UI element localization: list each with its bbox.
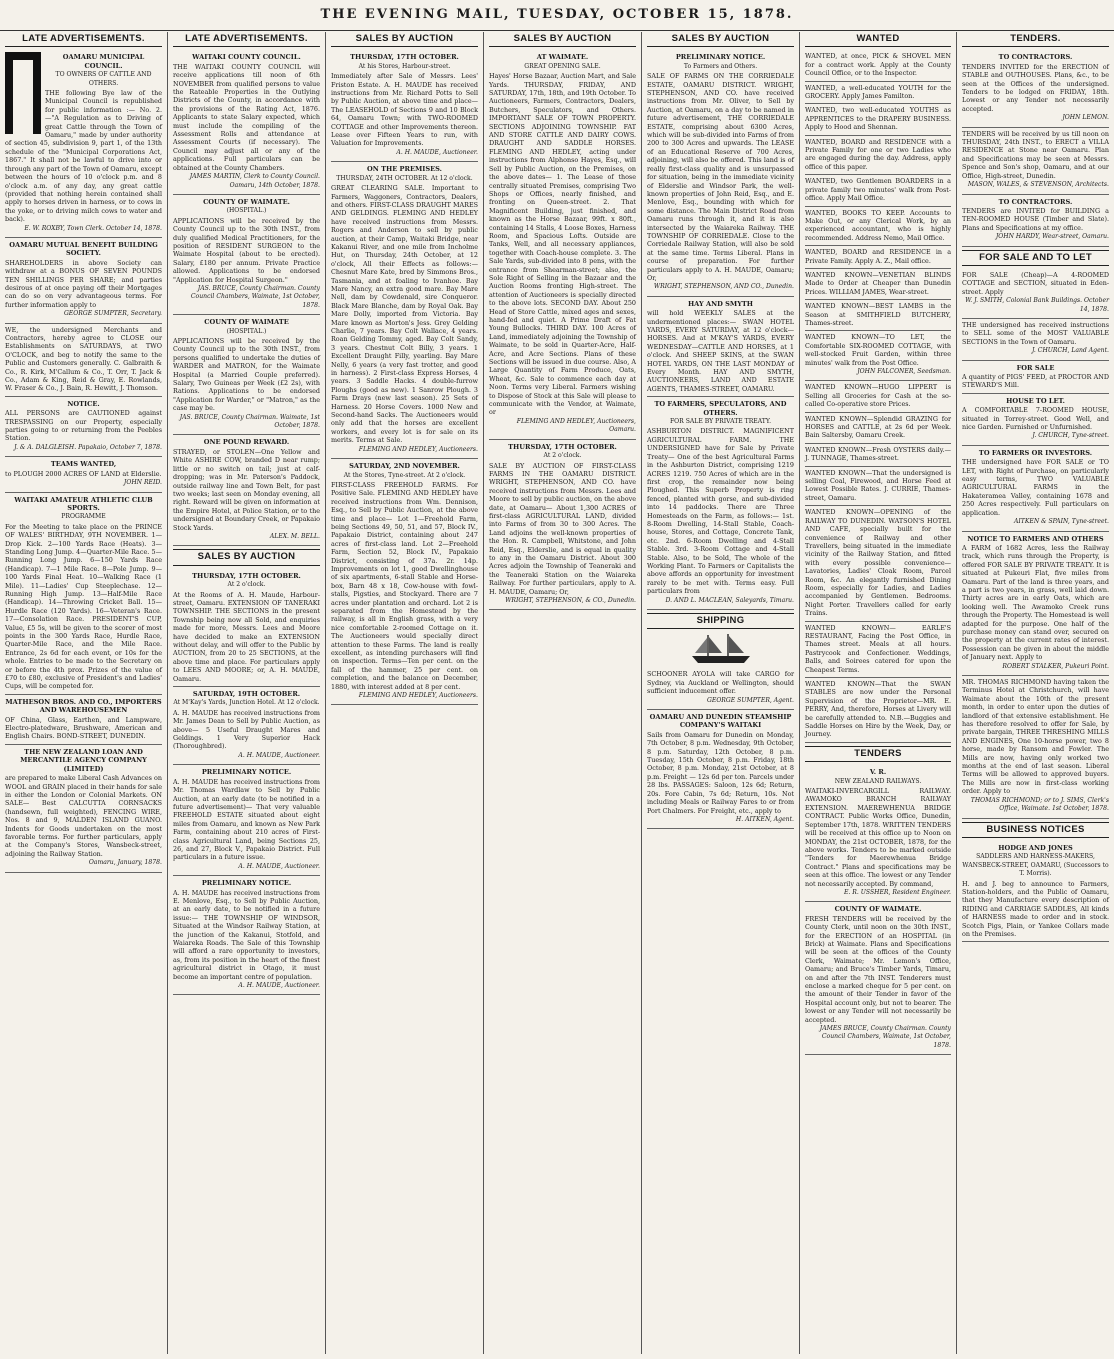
ad-signature: JAMES BRUCE, County Chairman. County Council Chambers, Waimate, 1st October, 1878. [819, 1025, 951, 1049]
ad-title: HODGE AND JONES [998, 843, 1073, 852]
ad-body: At the Rooms of A. H. Maude, Harbour-street, Oamaru. EXTENSION OF TANERAKI TOWNSHIP. THE SECTIONS in the present Township being now all Sold, and enquiries made for more, Messrs. Lees and Moore have decided to make an EXTENSION without delay, and will offer to the Public by AUCTION, from 20 to 25 SECTIONS, at the above time and place. For particulars apply to LEES AND MOORE; or, A. H. MAUDE, Oamaru. [173, 590, 320, 683]
ad-subtitle: At the Stores, Tyne-street. At 2 o'clock. [343, 471, 466, 479]
advertisement [805, 50, 951, 81]
advertisement [805, 467, 951, 507]
column-5 [642, 32, 800, 1354]
ad-subtitle: At 2 o'clock. [543, 452, 582, 460]
ad-signature: JAS. BRUCE, County Chairman. Waimate, 1st October, 1878. [179, 413, 320, 430]
ad-signature: D. AND L. MACLEAN, Saleyards, Timaru. [665, 596, 794, 604]
advertisement [962, 319, 1109, 361]
column-6 [800, 32, 957, 1354]
column-1 [0, 32, 168, 1354]
ad-signature: JOHN FALCONER, Seedsman. [857, 368, 951, 375]
column-4 [484, 32, 642, 1354]
advertisement [805, 381, 951, 412]
ad-body: FRESH TENDERS will be received by the County Clerk, until noon on the 30th INST., for the ERECTION of an HOSPITAL (in Brick) at Waimate. Plans and Specifications will be seen at the offices of the County Clerk, Waimate; Mr. Lemon's Office, Oamaru; and Bruce's Timber Yards, Timaru, on and after the 7th INST. Tenderers must enclose a marked cheque for 5 per cent. on the amount of their Tender in favor of the Hospital account only, but not to bearer. The lowest or any Tender will not necessarily be accepted. [805, 914, 951, 1024]
ad-body: THE undersigned has received instructions to SELL some of the MOST VALUABLE SECTIONS in the Town of Oamaru. [962, 320, 1109, 346]
advertisement [647, 297, 794, 397]
ad-signature: A. H. MAUDE, Auctioneer. [238, 751, 320, 759]
advertisement [962, 128, 1109, 195]
column-heading: TENDERS. [962, 32, 1109, 47]
ad-signature: Oamaru, January, 1878. [88, 859, 162, 867]
ad-signature: FLEMING AND HEDLEY, Auctioneers. [358, 445, 478, 453]
advertisement [962, 676, 1109, 819]
ad-title: NOTICE TO FARMERS AND OTHERS [967, 534, 1104, 543]
ad-body: Sails from Oamaru for Dunedin on Monday, 7th October, 8 p.m. Wednesday, 9th October, 8 p.m. Saturday, 12th October, 8 p.m. Tuesday, 15th October, 8 p.m. Friday, 18th October, 8 p.m. Monday, 21st October, at 8 p.m. Freight — 12s 6d per ton. Parcels under 28 lbs. PASSAGES: Saloon, 12s 6d; Return, 20s. Fore Cabin, 7s 6d; Return, 10s. Not including Meals or Railway Fares to or from Port Chalmers. For Freight, etc., apply to [647, 730, 794, 815]
ad-body: A FARM of 1682 Acres, less the Railway track, which runs through the Property, is offered FOR SALE BY PRIVATE TREATY. It is situated at Pukeuri Flat, five miles from Oamaru. Part of the land is three years, and a part is two years, in grass, well laid down. Thirty acres are in early Oats, which are looking well. The Awamoko Creek runs through the Property. The Homestead is well adapted for the purpose. One half of the purchase money can stand over, secured on the property at the current rates of interest. Possession can be given in about the middle of January next. Apply to [962, 543, 1109, 662]
ad-body: A COMFORTABLE 7-ROOMED HOUSE, situated in Torrey-street. Good Well, and nice Garden. Furnished or Unfurnished. [962, 406, 1109, 432]
ad-subtitle: FOR SALE BY PRIVATE TREATY. [669, 418, 772, 426]
ad-body: TENDERS are INVITED for BUILDING a TEN-ROOMED HOUSE (Timber and Slate). Plans and Specifications at my office. [962, 206, 1109, 232]
ad-body: WANTED, a well-educated YOUTH for the GROCERY. Apply James Familton. [805, 83, 951, 101]
ad-title: FOR SALE [1016, 363, 1055, 372]
ad-subtitle: At M'Kay's Yards, Junction Hotel. At 12 o'clock. [173, 699, 320, 707]
advertisement [962, 195, 1109, 247]
ad-body: are prepared to make Liberal Cash Advances on WOOL and GRAIN placed in their hands for sale in either the London or Colonial Markets. ON SALE— Best CALCUTTA CORNSACKS (handsewn, full weighted), FENCING WIRE, Nos. 8 and 9, MALDEN ISLAND GUANO. Indents for Goods undertaken on the most favorable terms. For further particulars, apply at the Company's Stores, Wansbeck-street, adjoining the Railway Station. [5, 774, 162, 858]
ad-title: HOUSE TO LET. [1006, 396, 1065, 405]
ad-signature: FLEMING AND HEDLEY, Auctioneers. [358, 692, 478, 700]
ad-body: FIRST-CLASS FREEHOLD FARMS. For Positive Sale. FLEMING AND HEDLEY have received instructions from Wm. Dennison, Esq., to Sell by Public Auction, at the above time and place— Lot 1—Freehold Farm, being Sections 49, 50, 51, and 57, Block IV., Papakaio District, containing about 247 acres of first-class land. Lot 2—Freehold Farm, Section 52, Block IV., Papakaio District, consisting of 37a. 2r. 14p. Improvements on lot 1, good Dwellinghouse of six apartments, 6-stall Stable and Horse-box, Barn 48 x 18, Cow-house with fowl-stalls, Pigsties, and Stockyard. There are 7 acres under plantation and orchard. Lot 2 is separated from the Homestead by the railway, is all in English grass, with a very nice comfortable 2-roomed Cottage on it. The Auctioneers would specially direct attention to these Farms. The land is really excellent, as intending purchasers will find on inspection. Terms—Ten per cent. on the fall of the hammer, 25 per cent. on completion, and the balance on December, 1880, with interest added at 8 per cent. [331, 480, 478, 691]
advertisement [173, 569, 320, 687]
ad-body: WANTED KNOWN—Splendid GRAZING for HORSES and CATTLE, at 2s 6d per Week. Bain Saltersby, Oamaru Creek. [805, 414, 951, 440]
ad-body: OF China, Glass, Earthen, and Lampware, Electro-platedware, Brushware, American and English Chairs. BOND-STREET, DUNEDIN. [5, 715, 162, 741]
ad-subtitle: PROGRAMME [61, 513, 106, 521]
advertisement [647, 710, 794, 829]
ad-body: A quantity of PIGS' FEED, at PROCTOR AND STEWARD'S Mill. [962, 373, 1109, 390]
ornamental-t-icon [5, 52, 41, 134]
ad-title: TO CONTRACTORS. [998, 197, 1073, 206]
ad-body: FOR SALE (Cheap)—A 4-ROOMED COTTAGE and SECTION, situated in Eden-street. Apply [962, 270, 1109, 296]
ad-signature: W. J. SMITH, Colonial Bank Buildings. October 14, 1878. [965, 297, 1109, 313]
ad-body: Immediately after Sale of Messrs. Lees' Friston Estate. A. H. MAUDE has received instructions from Mr. Richard Potts to Sell by Public Auction, at above time and place— The LEASEHOLD of Sections 9 and 10 Block 64, Oamaru Town; with TWO-ROOMED COTTAGE and other Improvements thereon. Lease over Fifteen Years to run, with Valuation for Improvements. [331, 72, 478, 148]
ad-title: HAY AND SMYTH [687, 299, 754, 308]
ad-body: WANTED KNOWN—TO LET, the Comfortable SIX-ROOMED COTTAGE, with well-stocked Fruit Garden, within three minutes' walk from the Post Office. [805, 333, 951, 367]
ad-body: APPLICATIONS will be received by the County Council up to the 30th INST., from persons qualified to undertake the duties of WARDER and MATRON, for the Waimate Hospital (a Married Couple preferred). Salary, Two Guineas per Week (£2 2s), with Rations. Applications to be endorsed "Application for Warder," or "Matron," as the case may be. [173, 337, 320, 413]
masthead: THE EVENING MAIL, TUESDAY, OCTOBER 15, 1878. [0, 0, 1114, 31]
ad-body: SHAREHOLDERS in above Society can withdraw at a BONUS OF SEVEN POUNDS TEN SHILLINGS PER SHARE; and parties desirous of at once paying off their Mortgages can do so on very advantageous terms. For further information apply to [5, 258, 162, 309]
ad-signature: JAS. BRUCE, County Chairman. County Council Chambers, Waimate, 1st October, 1878. [190, 284, 320, 309]
ad-subtitle: At his Stores, Harbour-street. [358, 62, 451, 70]
ad-body: TENDERS INVITED for the ERECTION of STABLE and OUTHOUSES. Plans, &c., to be seen at the Offices of the undersigned. Tenders to be lodged on FRIDAY, 18th. Lowest or any Tender not necessarily accepted. [962, 62, 1109, 113]
advertisement [331, 459, 478, 705]
ad-title: PRELIMINARY NOTICE. [201, 768, 292, 777]
ad-signature: JAMES MARTIN, Clerk to County Council. Oamaru, 14th October, 1878. [189, 173, 320, 189]
column-heading: LATE ADVERTISEMENTS. [173, 32, 320, 47]
ad-subtitle: To Farmers and Others. [683, 62, 758, 70]
ad-title: SATURDAY, 19TH OCTOBER. [192, 690, 301, 699]
ad-body: will hold WEEKLY SALES at the undermentioned places:— SWAN HOTEL YARDS, EVERY SATURDAY, at 12 o'clock— HORSES. And at M'KAY'S YARDS, EVERY WEDNESDAY—CATTLE AND HORSES, at 1 o'clock. And SHEEP SKINS, at the SWAN HOTEL YARDS, ON THE LAST MONDAY of Every Month. HAY AND SMYTH, AUCTIONEERS, LAND AND ESTATE AGENTS, THAMES-STREET, OAMARU. [647, 309, 794, 393]
advertisement [331, 50, 478, 162]
ad-signature: JOHN LEMON. [1062, 114, 1109, 122]
advertisement [805, 506, 951, 621]
ad-body: WANTED, two well-educated YOUTHS as APPRENTICES to the DRAPERY BUSINESS. Apply to Hood and Shennan. [805, 106, 951, 132]
advertisement [173, 687, 320, 765]
ad-title: OAMARU MUNICIPAL COUNCIL. [62, 53, 145, 70]
ad-subtitle: (HOSPITAL.) [226, 207, 267, 215]
ad-body: to PLOUGH 2000 ACRES OF LAND at Elderslie. [5, 469, 162, 478]
advertisement [805, 444, 951, 467]
column-heading: LATE ADVERTISEMENTS. [5, 32, 162, 47]
ad-body: SCHOONER AYOLA will take CARGO for Sydney, via Auckland or Wellington, should sufficient inducement offer. [647, 670, 794, 696]
ad-body: ALL PERSONS are CAUTIONED against TRESPASSING on our Property, especially parties going to or returning from the Peebles Station. [5, 409, 162, 443]
ad-subtitle: THURSDAY, 24TH OCTOBER. At 12 o'clock. [336, 174, 473, 182]
ad-title: THE NEW ZEALAND LOAN AND MERCANTILE AGENCY COMPANY (LIMITED) [20, 747, 147, 773]
ad-title: ONE POUND REWARD. [203, 438, 290, 447]
ad-subtitle: SADDLERS AND HARNESS-MAKERS, WANSBECK-STREET, OAMARU, (Successors to T. Morris). [962, 853, 1109, 878]
advertisement [173, 876, 320, 995]
ad-body: A. H. MAUDE has received instructions from Mr. Thomas Wardlaw to Sell by Public Auction, at an early date (to be notified in a future advertisement)— That very valuable FREEHOLD ESTATE situated about eight miles from Oamaru, and known as New Park Farm, containing about 210 acres of First-class Agricultural Land, being Sections 25, 26, and 27, Block V., Papakaio District. Full particulars in a future issue. [173, 777, 320, 862]
ad-body: SALE BY AUCTION OF FIRST-CLASS FARMS IN THE OAMARU DISTRICT. WRIGHT, STEPHENSON, AND CO. have received instructions from Messrs. Lees and Moore to sell by public auction, on the above date, at Oamaru— About 1,300 ACRES of first-class AGRICULTURAL LAND, divided into Farms of from 30 to 300 Acres. The Land adjoins the well-known properties of the Hon. R. Campbell, Whitstone, and John Reid, Esq., Elderslie, and is equal in quality to any in the Oamaru District. About 300 Acres adjoin the Township of Teaneraki and the Teaneraki Station on the Waiareka Railway. For further particulars, apply to A. H. MAUDE, Oamaru; Or, [489, 461, 636, 596]
ad-signature: A. H. MAUDE, Auctioneer. [238, 862, 320, 870]
ad-body: THE following Bye law of the Municipal Council is republished for public information :— No. 2.—"A Regulation as to Driving of great Cattle through the Town of Oamaru," made by under authority of section 45, subdivision 9, part 1, of the 13th schedule of the "Municipal Corporations Act, 1867." It shall not be lawful to drive into or through any part of the Town of Oamaru, except between the hours of 10 o'clock p.m. and 8 o'clock a.m. of any day, any great cattle (provided that nothing herein contained shall apply to horses driven in harness, or to cows in the yoke, or to driving milch cows to water and back). [5, 89, 162, 224]
ad-signature: WRIGHT, STEPHENSON, & CO., Dunedin. [505, 597, 636, 604]
ad-signature: MASON, WALES, & STEVENSON, Architects. [967, 181, 1109, 189]
advertisement [962, 841, 1109, 942]
advertisement [647, 668, 794, 710]
ad-title: ON THE PREMISES. [367, 165, 442, 174]
advertisement [5, 695, 162, 745]
ad-body: WANTED KNOWN—HUGO LIPPERT is Selling all Groceries for Cash at the so-called Co-operative store Prices. [805, 383, 951, 409]
section-heading: TENDERS [805, 746, 951, 762]
advertisement [805, 902, 951, 1055]
column-heading: WANTED [805, 32, 951, 47]
ad-body: GREAT CLEARING SALE. Important to Farmers, Waggoners, Contractors, Dealers, and others. FIRST-CLASS DRAUGHT MARES AND GELDINGS. FLEMING AND HEDLEY have received instructions from Messrs. Rogers and Anderson to sell by public auction, at their Camp, Waitaki Bridge, near Kakanui River, and one mile from Incholme Hut, on Thursday, 24th October, at 12 o'clock, All their Effects as follows:— Chesnut Mare Kate, bred by Simmons Bros., Tasmania, and at foaling to Ivanhoe. Bay Mare Nancy, an extra good mare. Bay Mare Nell, dam by Cowdenald, sire Conqueror. Black Mare Blanche, dam by Royal Oak. Bay Mare Dolly, imported from Victoria. Bay Mare known as Morton's Jess. Grey Gelding Charlie, 7 years. Bay Colt Wallace, 4 years. Roan Gelding Tommy, aged. Bay Colt Sandy, 3 years. Chestnut Colt Billy, 3 years. 1 Excellent Draught Filly, yearling. Bay Mare Nelly, 6 years (a very fast trotter, and good in harness). 2 First-class Express Horses, 4 years. 3 Saddle Hacks. 4 double-furrow Ploughs (good as new). 1 Sanrow Plough. 3 Farm Drays (new last season). 25 Sets of Harness. 20 Horse Covers. 1000 New and Second-hand Sacks. The Auctioneers would only add that the horses are excellent workers, and every lot is for sale on its merits. Terms at Sale. [331, 184, 478, 445]
column-7 [957, 32, 1114, 1354]
advertisement [489, 50, 636, 439]
newspaper-page [0, 32, 1114, 1359]
ad-title: SATURDAY, 2ND NOVEMBER. [349, 462, 460, 471]
ad-body: WANTED KNOWN—BEST LAMBS in the Season at SMITHFIELD BUTCHERY, Thames-street. [805, 302, 951, 327]
advertisement [805, 413, 951, 444]
section-heading: FOR SALE AND TO LET [962, 250, 1109, 266]
ad-title: THURSDAY, 17TH OCTOBER. [350, 53, 459, 62]
ad-body: For the Meeting to take place on the PRINCE OF WALES' BIRTHDAY, 9TH NOVEMBER. 1—Drop Kick. 2—100 Yards Race (Heats). 3—Standing Long Jump. 4—Quarter-Mile Race. 5—Running Long Jump. 6—150 Yards Race (Handicap). 7—1 Mile Race. 8—Pole Jump. 9—100 Yards Final Heat. 10—Walking Race (1 Mile). 11—Ladies' Cup Steeplechase. 12—Running High Jump. 13—Half-Mile Race (Handicap). 14—Throwing Cricket Ball. 15—Hurdle Race (120 Yards). 16—Veteran's Race. 17—Consolation Race. PRESIDENT'S CUP, Value, £5 5s, will be given to the scorer of most points in the 300 Yards Race, Hurdle Race, Quarter-Mile Race, and the Mile Race. Entrance, 2s 6d for each event, or 10s for the whole. Entries to be made to the Secretary on or before the 4th prox. Prizes of the value of £70 to £80, exclusive of President's and Ladies' Cups, will be competed for. [5, 522, 162, 691]
ad-title: NOTICE. [67, 399, 100, 408]
advertisement [962, 394, 1109, 446]
ad-title: AT WAIMATE. [536, 53, 589, 62]
ad-title: TO CONTRACTORS. [998, 53, 1073, 62]
ad-title: WAITAKI AMATEUR ATHLETIC CLUB SPORTS. [14, 495, 153, 512]
ad-title: MATHESON BROS. AND CO., IMPORTERS AND WAREHOUSEMEN [5, 697, 162, 715]
ad-title: PRELIMINARY NOTICE. [201, 879, 292, 888]
ad-signature: H. AITKEN, Agent. [735, 815, 794, 823]
advertisement [173, 315, 320, 435]
advertisement [5, 745, 162, 873]
ad-subtitle: (HOSPITAL.) [226, 327, 267, 335]
advertisement [5, 397, 162, 457]
ad-body: A. H. MAUDE has received instructions from E. Menlove, Esq., to Sell by Public Auction, at an early date, to be notified in a future issue:— THE TOWNSHIP OF WINDSOR, Situated at the Windsor Railway Station, at the junction of the Kakanui, Stotfold, and Waiareka Roads. The Sale of this Township will afford a rare opportunity to investors, as, from its position in the heart of the finest agricultural district in Otago, it must become an important centre of population. [173, 888, 320, 981]
ad-body: TENDERS will be received by us till noon on THURSDAY, 24th INST., to ERECT a VILLA RESIDENCE at Stone near Oamaru. Plan and Specifications may be seen at Messrs. Spence and Son's shop, Oamaru, and at our Office, High-street, Dunedin. [962, 129, 1109, 180]
advertisement [173, 435, 320, 546]
ad-title: TEAMS WANTED, [50, 460, 117, 469]
section-heading: SHIPPING [647, 613, 794, 629]
ad-body: H. and J. beg to announce to Farmers, Station-holders, and the Public of Oamaru, that they Manufacture every description of RIDING and CARRIAGE SADDLES, All kinds of HARNESS made to order and in stock. Scotch Pigs, Plain, or Yankee Collars made on the Premises. [962, 879, 1109, 938]
ad-body: WE, the undersigned Merchants and Contractors, hereby agree to CLOSE our Establishments on SATURDAYS, at TWO O'CLOCK, and beg to notify the same to the Public and Customers generally. C. Galbraith & Co., R. Kirk, M'Callum & Co., T. Orr, T. Jack & Co., Adam & King, Reid & Gray, E. Rowlands, W. Fraser & Co., J. Bain, R. Hewitt, J. Thomson. [5, 325, 162, 393]
ad-signature: J. CHURCH, Tyne-street. [1032, 432, 1109, 440]
advertisement [5, 457, 162, 492]
ad-body: WANTED, BOOKS TO KEEP. Accounts to Make Out, or any Clerical Work, by an experienced accountant, who is highly recommended. Address Nemo, Mail Office. [805, 208, 951, 242]
ad-body: ASHBURTON DISTRICT. MAGNIFICENT AGRICULTURAL FARM. THE UNDERSIGNED have for Sale by Private Treaty— One of the best Agricultural Farms in the Ashburton District, comprising 1219 ACRES 1219. 750 Acres of which are in the first crop, the remainder now being Ploughed. This Superb Property is ring fenced, planted with gorse, and sub-divided into 14 paddocks. There are Three Homesteads on the Farm, as follows:— 1st. 8-Room Dwelling, 14-Stall Stable, Coach-house, Stores, and Cottage, Concrete Tank, etc. 2nd. 6-Room Dwelling and 4-Stall Stable. 3rd. 3-Room Cottage and 4-Stall Stable. Also, to be Sold, The whole of the Working Plant. To Farmers or Capitalists the above affords an opportunity for investment rarely to be met with. Terms easy. Full particulars from [647, 427, 794, 596]
advertisement [173, 765, 320, 876]
ad-body: STRAYED, or STOLEN—One Yellow and White ASHIRE COW, branded D near rump; little or no switch on tail; just at calf-dropping; was in Mr. Paterson's Paddock, outside railway line and Town Belt, for past two weeks; last seen on Monday evening, all right. Reward will be given on information at the Empire Hotel, at Police Station, or to the undersigned at Boundary Creek, or Papakaio Stock Yards. [173, 447, 320, 532]
ad-body: WANTED KNOWN— EARLE'S RESTAURANT, Facing the Post Office, in Thames street. Meals at all hours. Pastrycook and Confectioner. Weddings, Balls, and Soirees catered for upon the Cheapest Terms. [805, 623, 951, 674]
ad-subtitle: NEW ZEALAND RAILWAYS. [834, 777, 922, 785]
ad-title: THURSDAY, 17TH OCTOBER. [508, 442, 617, 451]
ad-title: TO FARMERS OR INVESTORS. [978, 448, 1093, 457]
ad-body: APPLICATIONS will be received by the County Council up to the 30th INST., from duly qualified Medical Practitioners, for the position of RESIDENT SURGEON to the Waimate Hospital (about to be erected). Salary, £180 per annum. Private Practice allowed. Applications to be endorsed "Application for Hospital Surgeon." [173, 216, 320, 284]
section-heading: BUSINESS NOTICES [962, 822, 1109, 838]
advertisement [5, 493, 162, 695]
advertisement [805, 300, 951, 331]
advertisement [805, 269, 951, 300]
advertisement [5, 238, 162, 324]
advertisement [805, 765, 951, 902]
column-heading: SALES BY AUCTION [647, 32, 794, 47]
ad-signature: JOHN REID. [123, 479, 162, 487]
advertisement [805, 246, 951, 269]
advertisement [962, 50, 1109, 127]
advertisement [805, 104, 951, 135]
ad-title: COUNTY OF WAIMATE. [834, 905, 922, 914]
ad-signature: THOMAS RICHMOND; or to J. SIMS, Clerk's Office, Waimate. 1st October, 1878. [970, 796, 1109, 813]
ad-signature: GEORGE SUMPTER, Agent. [707, 696, 794, 704]
ad-body: Hayes' Horse Bazaar, Auction Mart, and Sale Yards. THURSDAY, FRIDAY, AND SATURDAY, 17th, 18th, and 19th October. To Auctioneers, Farmers, Contractors, Dealers, Butchers, Speculators, and Others. IMPORTANT SALE OF TOWN PROPERTY. SECTIONS ADJOINING TOWNSHIP. FAT AND STORE CATTLE AND DAIRY COWS. DRAUGHT AND SADDLE HORSES. FLEMING AND HEDLEY, acting under instructions from Alphonso Hayes, Esq., will Sell by Public Auction, on the Premises, on the above dates— 1. The Lease of those centrally situated Premises, comprising Two Shops or Offices, nearly finished, and fronting on Queen-street. 2. That Magnificent Building, just finished, and known as the Horse Bazaar, 99ft. x 80ft., containing 14 Stalls, 4 Loose Boxes, Harness Room, and Spacious Lofts. Outside are Tanks, Well, and all necessary appliances, together with Coach-house complete. 3. The Sale Yards, sub-divided into 8 pens, with the entrance from Shearman-street; also, the Sole Right of Selling in the Bazaar and the Auction Rooms fronting High-street. The attention of Auctioneers is specially directed to the above lots. SECOND DAY. About 250 Head of Store Cattle, mixed ages and sexes, hand-fed and quiet. A Prime Draft of Fat Young Bullocks. THIRD DAY. 100 Acres of Land, immediately adjoining the Township of Waimate, to be sold in Quarter-Acre, Half-Acre, and Acre Sections. Plans of these Sections will be issued in due course. Also, A Large Quantity of Farm Produce, Oats, Wheat, &c. Sale to commence each day at Noon. Terms very Liberal. Farmers wishing to Dispose of Stock at this Sale will please to communicate with the Vendor, at Waimate, or [489, 72, 636, 417]
advertisement [805, 136, 951, 176]
advertisement [173, 195, 320, 315]
ad-signature: ALEX. M. BELL. [269, 532, 320, 540]
ad-title: PRELIMINARY NOTICE. [675, 53, 766, 62]
ad-signature: A. H. MAUDE, Auctioneer. [396, 148, 478, 156]
ad-signature: E. W. ROXBY, Town Clerk. October 14, 1878. [24, 224, 162, 232]
ad-body: WANTED KNOWN—OPENING of the RAILWAY TO DUNEDIN. WATSON'S HOTEL AND CAFE, specially built for the convenience of Railway and other Travellers, being situated in the immediate vicinity of the Railway Station, and fitted with every possible convenience—Lavatories, Ladies' Cloak Room, Parcel Room, &c. An elegantly furnished Dining Room, especially for Ladies, and Ladies accompanied by Gentlemen. Bedrooms. Night Porter. Travellers called for early Trains. [805, 508, 951, 618]
advertisement [805, 82, 951, 105]
ad-signature: AITKEN & SPAIN, Tyne-street. [1013, 518, 1109, 526]
advertisement [805, 678, 951, 743]
ad-title: COUNTY OF WAIMATE [204, 318, 289, 327]
ad-title: OAMARU AND DUNEDIN STEAMSHIP COMPANY'S WAITAKI [649, 713, 792, 730]
advertisement [962, 269, 1109, 319]
ad-signature: J. & A. DALGLEISH. Papakaio, October 7, 1878. [14, 443, 162, 451]
ad-title: WAITAKI COUNTY COUNCIL. [192, 53, 301, 62]
column-heading: SALES BY AUCTION [489, 32, 636, 47]
column-2 [168, 32, 326, 1354]
section-heading: SALES BY AUCTION [173, 549, 320, 565]
ad-signature: FLEMING AND HEDLEY, Auctioneers, Oamaru. [516, 417, 636, 434]
advertisement [489, 440, 636, 611]
ad-signature: JOHN HARDY, Wear-street, Oamaru. [995, 233, 1109, 241]
ad-body: WANTED, two Gentlemen BOARDERS in a private family two minutes' walk from Post-office. Apply Mail Office. [805, 177, 951, 203]
advertisement [805, 207, 951, 247]
advertisement [805, 622, 951, 678]
advertisement [962, 446, 1109, 532]
ad-subtitle: TO OWNERS OF CATTLE AND OTHERS. [55, 71, 152, 87]
ad-body: SALE OF FARMS ON THE CORRIEDALE ESTATE, OAMARU DISTRICT. WRIGHT, STEPHENSON, AND CO. have received instructions from Mr. Oliver, to Sell by Auction, at Oamaru, on a day to be named in future advertisement, THE CORRIEDALE ESTATE, comprising about 6300 Acres, which will be sub-divided into Farms of from 200 to 300 Acres and upwards. The LEASE of an Educational Reserve of 700 Acres, adjoining, will also be offered. This land is of really first-class quality and is unsurpassed for situation, being in the immediate vicinity of Elderslie and Windsor Park, the well-known properties of John Reid, Esq., and E. Menlove, Esq., bounding with which for some distance. The Main District Road from Oamaru runs through it, and it is also intersected by the Waiareka Railway. THE TOWNSHIP OF CORRIEDALE. Close to the Corriedale Railway Station, will also be sold at the same time. Terms Liberal. Plans in course of preparation. For further particulars apply to A. H. MAUDE, Oamaru; Or, [647, 72, 794, 282]
ad-title: V. R. [869, 768, 887, 777]
advertisement [647, 397, 794, 610]
ad-body: THE undersigned have FOR SALE or TO LET, with Right of Purchase, on particularly easy terms, TWO VALUABLE AGRICULTURAL FARMS in the Hakateramea Valley, containing 1678 and 250 Acres respectively. Full particulars on application. [962, 458, 1109, 517]
advertisement [647, 50, 794, 296]
ad-signature: J. CHURCH, Land Agent. [1031, 347, 1109, 355]
advertisement [962, 361, 1109, 394]
ad-subtitle: At 2 o'clock. [227, 581, 266, 589]
ad-title: THURSDAY, 17TH OCTOBER. [192, 571, 301, 580]
advertisement [962, 532, 1109, 677]
ad-body: WANTED KNOWN—Fresh OYSTERS daily.—J. TUNNAGE, Thames-street. [805, 445, 951, 463]
ad-body: WANTED, at once, PICK & SHOVEL MEN for a contract work. Apply at the County Council Office, or to the Inspector. [805, 52, 951, 78]
ad-title: OAMARU MUTUAL BENEFIT BUILDING SOCIETY. [9, 240, 158, 258]
advertisement [173, 50, 320, 195]
column-3 [326, 32, 484, 1354]
ad-body: THE WAITAKI COUNTY COUNCIL will receive applications till noon of 6th NOVEMBER from qualified persons to value the Rateable Properties in the Outlying Districts of the County, in accordance with the provisions of the Rating Act, 1876. Applicants to state Salary expected, which must include the compiling of the Assessment Rolls and attendance at Assessment Courts (if necessary). The Council may adjust all or any of the applications. Full particulars can be obtained at the County Chambers. [173, 62, 320, 172]
ad-signature: WRIGHT, STEPHENSON, AND CO., Dunedin. [653, 283, 794, 291]
ad-title: TO FARMERS, SPECULATORS, AND OTHERS. [654, 400, 787, 417]
ad-body: WANTED, BOARD and RESIDENCE in a Private Family. Apply A. Z., Mail office. [805, 248, 951, 265]
ad-body: WANTED, BOARD and RESIDENCE with a Private Family for one or two Ladies who are engaged during the day. Address, apply office of this paper. [805, 137, 951, 171]
ad-subtitle: GREAT OPENING SALE. [524, 62, 601, 70]
ad-body: A. H. MAUDE has received instructions from Mr. James Dean to Sell by Public Auction, as above— 5 Useful Draught Mares and Geldings. 1 Very Superior Hack (Thoroughbred). [173, 708, 320, 751]
ad-signature: GEORGE SUMPTER, Secretary. [63, 310, 162, 318]
column-heading: SALES BY AUCTION [331, 32, 478, 47]
ad-title: COUNTY OF WAIMATE. [203, 197, 290, 206]
advertisement [331, 162, 478, 459]
ad-signature: E. R. USSHER, Resident Engineer. [843, 888, 951, 896]
ad-body: WAITAKI-INVERCARGILL RAILWAY. AWAMOKO BRANCH RAILWAY EXTENSION. MAEREWHENUA BRIDGE CONTRACT. Public Works Office, Dunedin, September 17th, 1878. WRITTEN TENDERS will be received at this office up to Noon on MONDAY, the 21st OCTOBER, 1878, for the above works. Tenders to be marked outside "Tenders for Maerewhenua Bridge Contract." Plans and specifications may be seen at this office. The lowest or any Tender not necessarily accepted. By command, [805, 787, 951, 888]
ad-body: WANTED KNOWN—That the SWAN STABLES are now under the Personal Supervision of the Proprietor—MR. E. PERRY, And, therefore, Horses at Livery will be carefully attended to. N.B.—Buggies and Saddle Horses on Hire by the Week, Day, or Journey. [805, 680, 951, 739]
ad-signature: A. H. MAUDE, Auctioneer. [238, 982, 320, 990]
ad-body: MR. THOMAS RICHMOND having taken the Terminus Hotel at Christchurch, will have Waimate about the 10th of the present month, in order to enter upon the duties of landlord of that extensive establishment. He has therefore resolved to offer for Sale, by private bargain, THREE THRESHING MILLS AND ENGINES, One 10-horse power, two 8 horse, made by Ransom and Fowler. The Mills are now, having only worked two months at the end of last season. Liberal Terms will be allowed to approved buyers. The Mills are now in first-class working order. Apply to [962, 678, 1109, 796]
ad-body: WANTED KNOWN—That the undersigned is selling Coal, Firewood, and Horse Feed at Lowest Possible Rates. J. CURRIE, Thames-street, Oamaru. [805, 468, 951, 502]
advertisement [5, 324, 162, 397]
ad-body: WANTED KNOWN—VENETIAN BLINDS Made to Order at Cheaper than Dunedin Prices. WILLIAM JAMES, Wear-street. [805, 270, 951, 296]
advertisement [805, 331, 951, 381]
ship-icon [686, 632, 756, 666]
advertisement [805, 175, 951, 206]
ad-signature: ROBERT STALKER, Pukeuri Point. [1002, 662, 1109, 670]
